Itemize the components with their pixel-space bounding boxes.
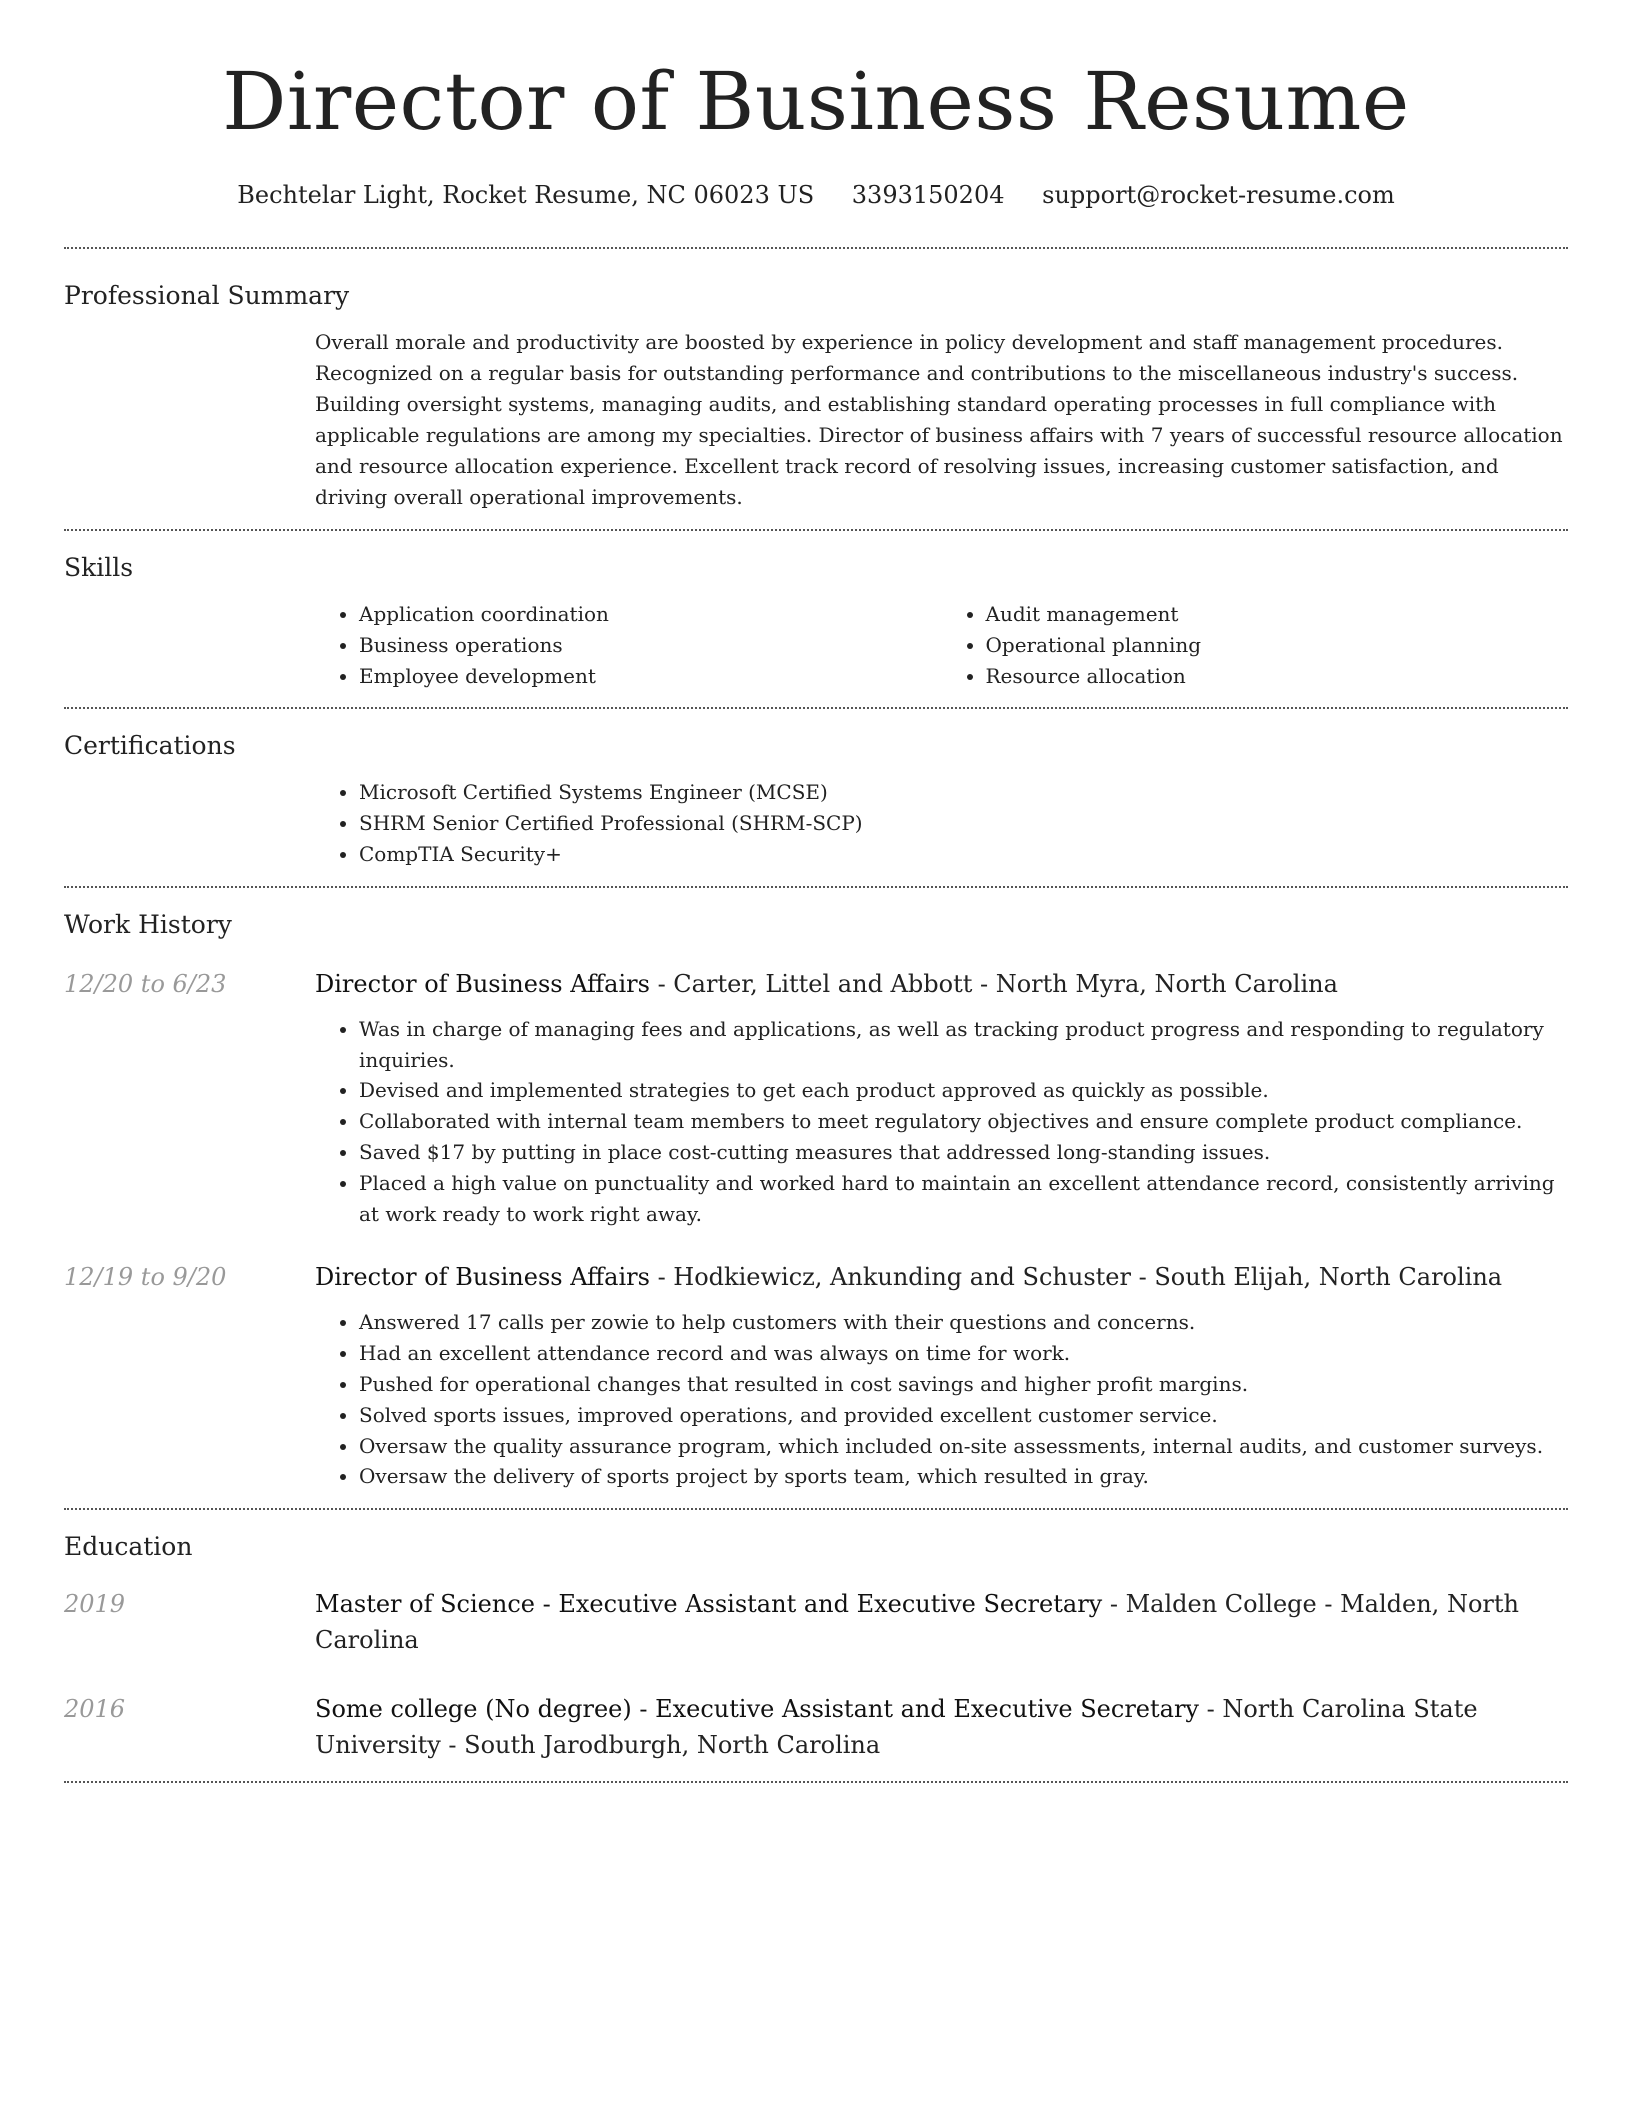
job-bullet: • Oversaw the delivery of sports project by sports team, which resulted in gray.	[359, 1461, 1568, 1492]
education-details: - Malden College - Malden, North Carolina	[315, 1590, 1519, 1655]
resume-header	[64, 0, 1568, 212]
contact-phone: 3393150204	[851, 181, 1005, 209]
job-dates: 12/19 to 9/20	[64, 1263, 227, 1292]
job-details: - Carter, Littel and Abbott - North Myra, North Carolina	[649, 969, 1338, 998]
job-entry	[64, 966, 1568, 1230]
education-details: - North Carolina State University - South Jarodburgh, North Carolina	[315, 1695, 1478, 1760]
job-bullet: • Oversaw the quality assurance program, which included on-site assessments, internal audits, and customer surveys.	[359, 1431, 1568, 1462]
skill-item: • Operational planning	[986, 630, 1569, 661]
job-bullet: • Answered 17 calls per zowie to help customers with their questions and concerns.	[359, 1307, 1568, 1338]
summary-text: Overall morale and productivity are boosted by experience in policy development and staff management procedures. Recognized on a regular basis for outstanding performance and contributions to the miscellaneous industry's success. Building oversight systems, managing audits, and establishing standard operating processes in full compliance with applicable regulations are among my specialties. Director of business affairs with 7 years of successful resource allocation and resource allocation experience. Excellent track record of resolving issues, increasing customer satisfaction, and driving overall operational improvements.	[315, 330, 1563, 509]
skill-item: • Business operations	[359, 630, 942, 661]
skills-heading: Skills	[64, 553, 134, 582]
job-heading	[315, 966, 1568, 1002]
job-body	[315, 1259, 1568, 1492]
certifications-list	[315, 777, 1568, 869]
job-position: Director of Business Affairs	[315, 969, 650, 998]
contact-address: Bechtelar Light, Rocket Resume, NC 06023 US	[237, 181, 815, 209]
job-bullet: • Had an excellent attendance record and was always on time for work.	[359, 1338, 1568, 1369]
job-bullet: • Collaborated with internal team members to meet regulatory objectives and ensure complete product compliance.	[359, 1106, 1568, 1137]
education-heading-text	[315, 1586, 1568, 1658]
certification-item: • Microsoft Certified Systems Engineer (MCSE)	[359, 777, 1568, 808]
education-year: 2016	[64, 1695, 126, 1724]
certification-item: • CompTIA Security+	[359, 839, 1568, 870]
job-bullets	[315, 1014, 1568, 1230]
skills-section	[64, 531, 1568, 707]
job-bullet: • Was in charge of managing fees and applications, as well as tracking product progress and responding to regulatory inquiries.	[359, 1014, 1568, 1076]
resume-title: Director of Business Resume	[222, 55, 1410, 148]
job-bullet: • Solved sports issues, improved operations, and provided excellent customer service.	[359, 1400, 1568, 1431]
job-bullets	[315, 1307, 1568, 1492]
skill-item: • Audit management	[986, 599, 1569, 630]
job-dates: 12/20 to 6/23	[64, 969, 227, 998]
resume-page	[64, 0, 1568, 1783]
contact-line	[64, 178, 1568, 212]
job-position: Director of Business Affairs	[315, 1263, 650, 1292]
skill-item: • Resource allocation	[986, 661, 1569, 692]
job-details: - Hodkiewicz, Ankunding and Schuster - South Elijah, North Carolina	[649, 1263, 1503, 1292]
job-bullet: • Pushed for operational changes that resulted in cost savings and higher profit margins.	[359, 1369, 1568, 1400]
job-entry	[64, 1259, 1568, 1492]
education-degree: Master of Science - Executive Assistant and Executive Secretary	[315, 1590, 1103, 1619]
job-bullet: • Devised and implemented strategies to get each product approved as quickly as possible.	[359, 1075, 1568, 1106]
job-bullet: • Placed a high value on punctuality and worked hard to maintain an excellent attendance record, consistently arriving at work ready to work right away.	[359, 1168, 1568, 1230]
job-bullet: • Saved $17 by putting in place cost-cutting measures that addressed long-standing issues.	[359, 1137, 1568, 1168]
education-heading: Education	[64, 1532, 193, 1562]
education-entry	[64, 1691, 1568, 1763]
education-section	[64, 1510, 1568, 1781]
section-divider	[64, 1781, 1568, 1783]
certifications-heading: Certifications	[64, 731, 236, 761]
skills-list-left	[315, 599, 942, 691]
skills-list-right	[942, 599, 1569, 691]
work-history-section	[64, 888, 1568, 1508]
skill-item: • Employee development	[359, 661, 942, 692]
summary-heading: Professional Summary	[64, 281, 350, 310]
work-history-heading: Work History	[64, 909, 232, 939]
summary-section	[64, 249, 1568, 529]
certification-item: • SHRM Senior Certified Professional (SHRM-SCP)	[359, 808, 1568, 839]
skills-content	[315, 599, 1568, 691]
skill-item: • Application coordination	[359, 599, 942, 630]
skills-grid	[315, 599, 1568, 691]
certifications-section	[64, 709, 1568, 885]
job-heading	[315, 1259, 1568, 1295]
education-degree: Some college (No degree) - Executive Assistant and Executive Secretary	[315, 1695, 1199, 1724]
education-heading-text	[315, 1691, 1568, 1763]
education-year: 2019	[64, 1590, 126, 1619]
education-entry	[64, 1586, 1568, 1658]
contact-email: support@rocket-resume.com	[1042, 181, 1395, 209]
certifications-content	[315, 777, 1568, 869]
job-body	[315, 966, 1568, 1230]
